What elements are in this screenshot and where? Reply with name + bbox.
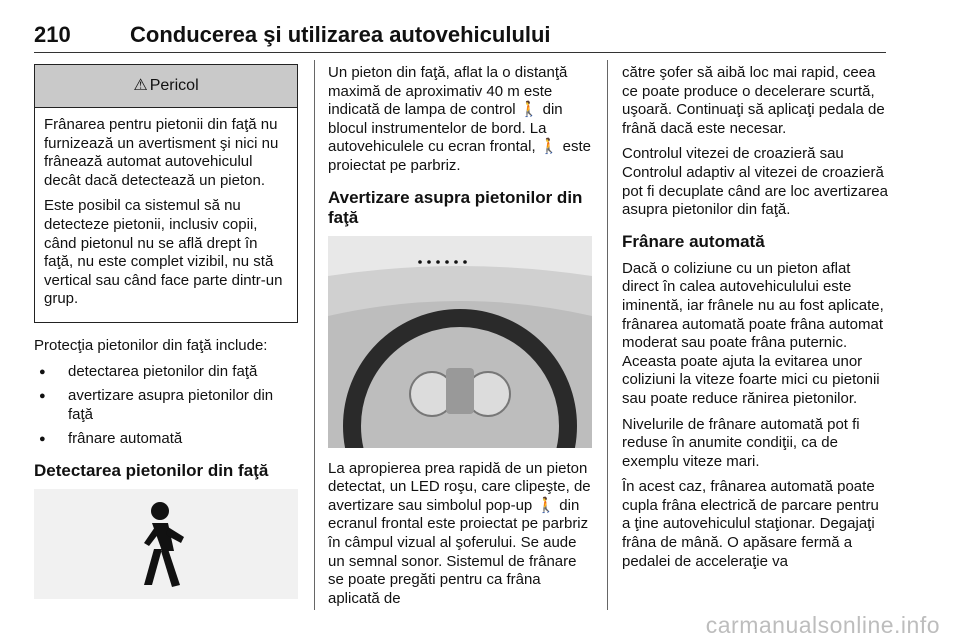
warning-paragraph: La apropierea prea rapidă de un pieton detectat, un LED roşu, care clipeşte, de avertizare sau simbolul pop-up 🚶 din ecranul frontal este proiectat pe parbriz în câmpul vizual al şoferului. Se aude un semnal sonor. Sistemul de frânare se poate pregăti pentru ca frâna aplicată de	[328, 459, 591, 607]
heading-pedestrian-detection: Detectarea pietonilor din faţă	[34, 460, 269, 480]
braking-continuation-paragraph: către şofer să aibă loc mai rapid, ceea ce poate produce o decelerare scurtă, uşoară. Continuaţi să aplicaţi pedala de frână dacă este necesar.	[622, 64, 885, 137]
list-item: ● frânare automată	[34, 430, 300, 449]
windshield-led-figure	[328, 236, 592, 448]
column-3	[622, 64, 888, 578]
heading-pedestrian-warning: Avertizare asupra pietonilor din faţă	[328, 187, 583, 227]
list-item: ● avertizare asupra pietonilor din faţă	[34, 387, 300, 424]
protection-list	[34, 363, 300, 449]
page-title: Conducerea şi utilizarea autovehiculului	[130, 22, 551, 47]
danger-box-body	[35, 108, 297, 322]
braking-levels-paragraph: Nivelurile de frânare automată pot fi reduse în anumite condiţii, ca de exemplu viteze mari.	[622, 415, 860, 470]
pedestrian-icon	[34, 489, 298, 599]
cruise-control-paragraph: Controlul vitezei de croazieră sau Controlul adaptiv al vitezei de croazieră pot fi decuplate când are loc avertizarea asupra pietonilor din faţă.	[622, 145, 888, 219]
protection-intro: Protecţia pietonilor din faţă include:	[34, 336, 268, 354]
danger-box-title: Pericol	[149, 76, 199, 94]
dashboard-illustration	[328, 236, 592, 448]
danger-paragraph-2: Este posibil ca sistemul să nu detecteze pietonii, inclusiv copii, când pietonul nu se află drept în faţă, nu este complet vizibil, nu stă vertical sau când face parte dintr-un grup.	[44, 197, 283, 308]
danger-box-header	[35, 65, 297, 108]
heading-automatic-braking: Frânare automată	[622, 231, 765, 251]
parking-brake-paragraph: În acest caz, frânarea automată poate cupla frâna electrică de parcare pentru a ţine autovehiculul staţionar. Degajaţi frâna de mână. O apăsare fermă a pedalei de acceleraţie va	[622, 478, 879, 570]
list-item: ● detectarea pietonilor din faţă	[34, 363, 300, 382]
column-2	[328, 64, 592, 615]
column-1	[34, 64, 300, 599]
watermark: carmanualsonline.info	[705, 612, 940, 638]
header-divider	[34, 52, 886, 53]
page-header	[34, 22, 886, 50]
danger-box	[34, 64, 298, 323]
warning-triangle-icon: ⚠	[133, 76, 148, 94]
danger-paragraph-1: Frânarea pentru pietonii din faţă nu furnizează un avertisment şi nici nu frânează automat autovehiculul decât dacă detectează un pieton.	[44, 116, 279, 189]
automatic-braking-paragraph: Dacă o coliziune cu un pieton aflat direct în calea autovehiculului este iminentă, iar frânele nu au fost aplicate, frânarea automată poate frâna automat moderat sau poate frâna puternic. Aceasta poate ajuta la evitarea unor coliziuni la viteze foarte mici cu pietonii sau poate reduce rănirea pietonilor.	[622, 259, 884, 407]
pedestrian-symbol-figure	[34, 489, 298, 599]
page-number: 210	[34, 22, 71, 47]
column-divider-1	[314, 60, 315, 610]
detection-paragraph: Un pieton din faţă, aflat la o distanţă maximă de aproximativ 40 m este indicată de lampa de control 🚶 din blocul instrumentelor de bord. La autovehiculele cu ecran frontal, 🚶 este proiectat pe parbriz.	[328, 64, 591, 174]
column-divider-2	[607, 60, 608, 610]
